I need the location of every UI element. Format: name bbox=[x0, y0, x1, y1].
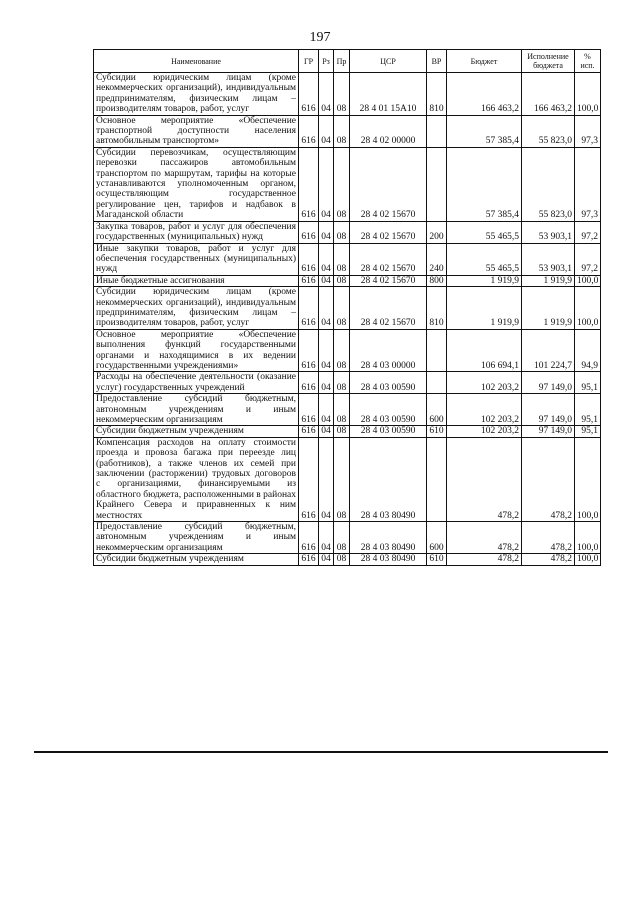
cell-budget: 55 465,5 bbox=[447, 221, 522, 243]
cell-rz: 04 bbox=[319, 115, 334, 147]
cell-percent: 100,0 bbox=[575, 554, 601, 565]
cell-vr: 610 bbox=[427, 426, 447, 437]
cell-name: Предоставление субсидий бюджетным, автономным учреждениям и иным некоммерческим организациям bbox=[94, 394, 299, 426]
cell-percent: 100,0 bbox=[575, 73, 601, 116]
cell-budget: 478,2 bbox=[447, 554, 522, 565]
cell-csr: 28 4 02 15670 bbox=[350, 287, 427, 330]
cell-name: Субсидии юридическим лицам (кроме некоммерческих организаций), индивидуальным предпринимателям, физическим лицам – производителям товаров, работ, услуг bbox=[94, 73, 299, 116]
cell-percent: 95,1 bbox=[575, 394, 601, 426]
page-number: 197 bbox=[309, 30, 331, 45]
cell-budget: 106 694,1 bbox=[447, 329, 522, 372]
cell-name: Предоставление субсидий бюджетным, автономным учреждениям и иным некоммерческим организациям bbox=[94, 522, 299, 554]
cell-percent: 100,0 bbox=[575, 275, 601, 286]
cell-pr: 08 bbox=[334, 287, 350, 330]
cell-execution: 1 919,9 bbox=[522, 287, 575, 330]
cell-percent: 97,2 bbox=[575, 243, 601, 275]
cell-pr: 08 bbox=[334, 372, 350, 394]
cell-vr: 810 bbox=[427, 73, 447, 116]
cell-gr: 616 bbox=[299, 522, 319, 554]
cell-pr: 08 bbox=[334, 437, 350, 521]
cell-name: Иные закупки товаров, работ и услуг для обеспечения государственных (муниципальных) нужд bbox=[94, 243, 299, 275]
cell-name: Субсидии бюджетным учреждениям bbox=[94, 426, 299, 437]
cell-csr: 28 4 01 15А10 bbox=[350, 73, 427, 116]
header-execution: Исполнение бюджета bbox=[522, 50, 575, 73]
cell-budget: 1 919,9 bbox=[447, 275, 522, 286]
cell-gr: 616 bbox=[299, 221, 319, 243]
cell-vr: 240 bbox=[427, 243, 447, 275]
header-rz: Рз bbox=[319, 50, 334, 73]
cell-execution: 55 823,0 bbox=[522, 147, 575, 221]
table-row bbox=[94, 372, 601, 394]
cell-percent: 94,9 bbox=[575, 329, 601, 372]
cell-rz: 04 bbox=[319, 554, 334, 565]
cell-execution: 1 919,9 bbox=[522, 275, 575, 286]
cell-execution: 478,2 bbox=[522, 437, 575, 521]
table-row bbox=[94, 275, 601, 286]
cell-csr: 28 4 02 15670 bbox=[350, 147, 427, 221]
header-percent: % исп. bbox=[575, 50, 601, 73]
cell-budget: 478,2 bbox=[447, 437, 522, 521]
cell-gr: 616 bbox=[299, 554, 319, 565]
cell-name: Иные бюджетные ассигнования bbox=[94, 275, 299, 286]
cell-name: Субсидии перевозчикам, осуществляющим перевозки пассажиров автомобильным транспортом по маршрутам, тарифы на которые устанавливаются уполномоченным органом, осуществляющим государственное регулирование цен, тарифов и надбавок в Магаданской области bbox=[94, 147, 299, 221]
header-vr: ВР bbox=[427, 50, 447, 73]
cell-budget: 57 385,4 bbox=[447, 115, 522, 147]
cell-execution: 55 823,0 bbox=[522, 115, 575, 147]
cell-vr: 600 bbox=[427, 522, 447, 554]
cell-budget: 102 203,2 bbox=[447, 394, 522, 426]
table-row bbox=[94, 522, 601, 554]
cell-vr: 610 bbox=[427, 554, 447, 565]
cell-rz: 04 bbox=[319, 73, 334, 116]
cell-csr: 28 4 03 80490 bbox=[350, 522, 427, 554]
cell-csr: 28 4 03 80490 bbox=[350, 437, 427, 521]
cell-name: Основное мероприятие «Обеспечение выполнения функций государственными органами и находящимися в их ведении государственными учреждениями» bbox=[94, 329, 299, 372]
table-row bbox=[94, 115, 601, 147]
table-row bbox=[94, 73, 601, 116]
cell-execution: 97 149,0 bbox=[522, 372, 575, 394]
cell-csr: 28 4 03 00000 bbox=[350, 329, 427, 372]
cell-budget: 102 203,2 bbox=[447, 372, 522, 394]
cell-budget: 478,2 bbox=[447, 522, 522, 554]
cell-name: Субсидии юридическим лицам (кроме некоммерческих организаций), индивидуальным предпринимателям, физическим лицам – производителям товаров, работ, услуг bbox=[94, 287, 299, 330]
cell-name: Основное мероприятие «Обеспечение транспортной доступности населения автомобильным транспортом» bbox=[94, 115, 299, 147]
cell-vr bbox=[427, 115, 447, 147]
cell-percent: 100,0 bbox=[575, 522, 601, 554]
cell-gr: 616 bbox=[299, 115, 319, 147]
cell-percent: 97,3 bbox=[575, 147, 601, 221]
cell-budget: 166 463,2 bbox=[447, 73, 522, 116]
cell-pr: 08 bbox=[334, 221, 350, 243]
table-row bbox=[94, 147, 601, 221]
cell-budget: 102 203,2 bbox=[447, 426, 522, 437]
cell-percent: 95,1 bbox=[575, 426, 601, 437]
cell-execution: 97 149,0 bbox=[522, 394, 575, 426]
cell-csr: 28 4 03 80490 bbox=[350, 554, 427, 565]
cell-percent: 100,0 bbox=[575, 287, 601, 330]
header-name: Наименование bbox=[94, 50, 299, 73]
cell-gr: 616 bbox=[299, 372, 319, 394]
cell-name: Субсидии бюджетным учреждениям bbox=[94, 554, 299, 565]
cell-gr: 616 bbox=[299, 73, 319, 116]
cell-execution: 166 463,2 bbox=[522, 73, 575, 116]
cell-gr: 616 bbox=[299, 147, 319, 221]
cell-gr: 616 bbox=[299, 394, 319, 426]
cell-csr: 28 4 02 15670 bbox=[350, 221, 427, 243]
cell-execution: 478,2 bbox=[522, 522, 575, 554]
table-row bbox=[94, 329, 601, 372]
cell-budget: 57 385,4 bbox=[447, 147, 522, 221]
cell-rz: 04 bbox=[319, 372, 334, 394]
cell-csr: 28 4 02 15670 bbox=[350, 275, 427, 286]
cell-budget: 55 465,5 bbox=[447, 243, 522, 275]
cell-vr: 200 bbox=[427, 221, 447, 243]
cell-rz: 04 bbox=[319, 437, 334, 521]
cell-vr bbox=[427, 147, 447, 221]
table-row bbox=[94, 243, 601, 275]
cell-name: Расходы на обеспечение деятельности (оказание услуг) государственных учреждений bbox=[94, 372, 299, 394]
cell-rz: 04 bbox=[319, 394, 334, 426]
table-row bbox=[94, 221, 601, 243]
cell-gr: 616 bbox=[299, 437, 319, 521]
cell-gr: 616 bbox=[299, 275, 319, 286]
cell-rz: 04 bbox=[319, 147, 334, 221]
cell-percent: 100,0 bbox=[575, 437, 601, 521]
cell-vr bbox=[427, 437, 447, 521]
cell-name: Компенсация расходов на оплату стоимости проезда и провоза багажа при переезде лиц (работников), а также членов их семей при заключении (расторжении) трудовых договоров с организациями, финансируемыми из областного бюджета, расположенными в районах Крайнего Севера и приравненных к ним местностях bbox=[94, 437, 299, 521]
table-header-row bbox=[94, 50, 601, 73]
cell-csr: 28 4 03 00590 bbox=[350, 372, 427, 394]
cell-name: Закупка товаров, работ и услуг для обеспечения государственных (муниципальных) нужд bbox=[94, 221, 299, 243]
table-body bbox=[94, 73, 601, 566]
cell-rz: 04 bbox=[319, 243, 334, 275]
table-row bbox=[94, 437, 601, 521]
cell-execution: 53 903,1 bbox=[522, 243, 575, 275]
header-gr: ГР bbox=[299, 50, 319, 73]
cell-csr: 28 4 02 00000 bbox=[350, 115, 427, 147]
cell-pr: 08 bbox=[334, 243, 350, 275]
cell-rz: 04 bbox=[319, 329, 334, 372]
footer-divider bbox=[34, 751, 608, 753]
cell-rz: 04 bbox=[319, 287, 334, 330]
cell-csr: 28 4 02 15670 bbox=[350, 243, 427, 275]
header-budget: Бюджет bbox=[447, 50, 522, 73]
table-row bbox=[94, 287, 601, 330]
cell-execution: 101 224,7 bbox=[522, 329, 575, 372]
header-csr: ЦСР bbox=[350, 50, 427, 73]
cell-execution: 478,2 bbox=[522, 554, 575, 565]
cell-gr: 616 bbox=[299, 329, 319, 372]
cell-execution: 97 149,0 bbox=[522, 426, 575, 437]
cell-pr: 08 bbox=[334, 275, 350, 286]
cell-gr: 616 bbox=[299, 287, 319, 330]
cell-vr bbox=[427, 372, 447, 394]
table-row bbox=[94, 394, 601, 426]
cell-pr: 08 bbox=[334, 115, 350, 147]
cell-pr: 08 bbox=[334, 147, 350, 221]
table-row bbox=[94, 426, 601, 437]
cell-csr: 28 4 03 00590 bbox=[350, 394, 427, 426]
cell-rz: 04 bbox=[319, 221, 334, 243]
cell-percent: 97,3 bbox=[575, 115, 601, 147]
cell-rz: 04 bbox=[319, 522, 334, 554]
cell-pr: 08 bbox=[334, 394, 350, 426]
cell-vr: 810 bbox=[427, 287, 447, 330]
cell-vr: 600 bbox=[427, 394, 447, 426]
cell-pr: 08 bbox=[334, 73, 350, 116]
header-pr: Пр bbox=[334, 50, 350, 73]
cell-gr: 616 bbox=[299, 426, 319, 437]
cell-vr: 800 bbox=[427, 275, 447, 286]
cell-percent: 97,2 bbox=[575, 221, 601, 243]
cell-vr bbox=[427, 329, 447, 372]
cell-percent: 95,1 bbox=[575, 372, 601, 394]
cell-execution: 53 903,1 bbox=[522, 221, 575, 243]
cell-budget: 1 919,9 bbox=[447, 287, 522, 330]
cell-pr: 08 bbox=[334, 554, 350, 565]
cell-rz: 04 bbox=[319, 426, 334, 437]
cell-csr: 28 4 03 00590 bbox=[350, 426, 427, 437]
cell-rz: 04 bbox=[319, 275, 334, 286]
cell-pr: 08 bbox=[334, 522, 350, 554]
budget-table bbox=[93, 49, 601, 566]
cell-pr: 08 bbox=[334, 426, 350, 437]
cell-pr: 08 bbox=[334, 329, 350, 372]
cell-gr: 616 bbox=[299, 243, 319, 275]
table-row bbox=[94, 554, 601, 565]
